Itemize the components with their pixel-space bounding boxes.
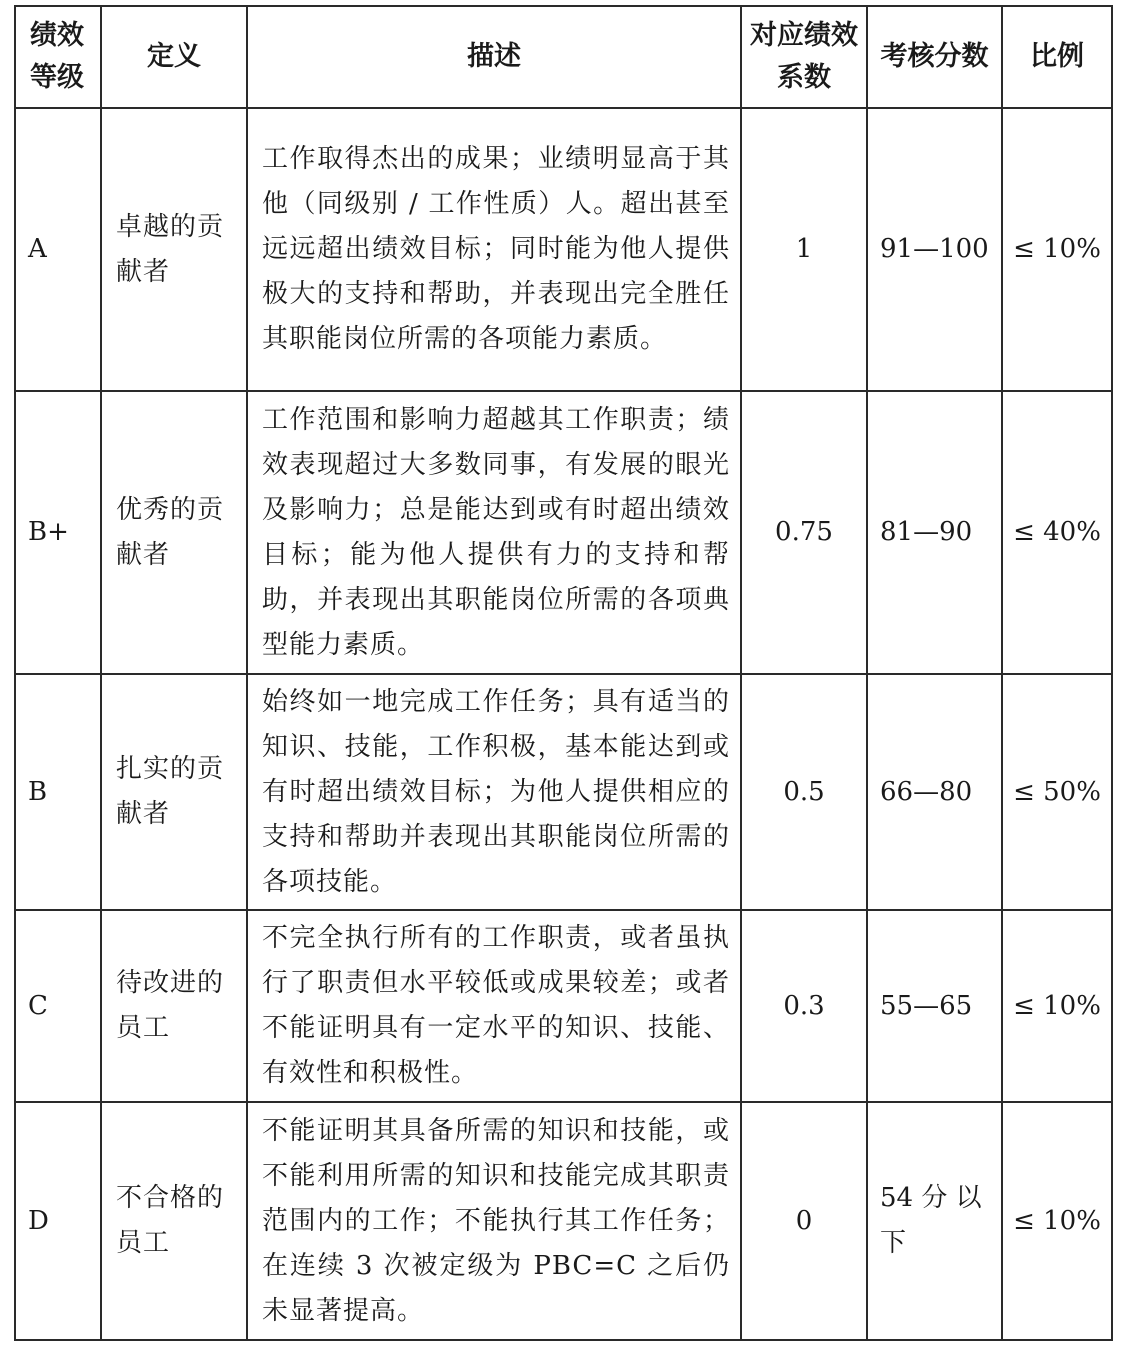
description-value: 工作取得杰出的成果；业绩明显高于其他（同级别 / 工作性质）人。超出甚至远远超出绩效目标；同时能为他人提供极大的支持和帮助，并表现出完全胜任其职能岗位所需的各项能力素质。: [262, 144, 730, 354]
definition-cell: [101, 910, 247, 1102]
coefficient-cell: [741, 910, 867, 1102]
score-value: 54 分 以下: [880, 1183, 982, 1258]
level-cell: [15, 910, 101, 1102]
score-cell: [867, 910, 1002, 1102]
header-ratio: 比例: [1002, 6, 1112, 108]
definition-cell: [101, 391, 247, 674]
definition-cell: [101, 108, 247, 391]
level-cell: [15, 391, 101, 674]
score-value: 91—100: [880, 234, 989, 264]
score-value: 66—80: [880, 776, 973, 807]
level-cell: [15, 108, 101, 391]
header-row: [15, 6, 1112, 108]
coefficient-cell: [741, 1102, 867, 1340]
score-cell: [867, 391, 1002, 674]
description-value: 不完全执行所有的工作职责，或者虽执行了职责但水平较低或成果较差；或者不能证明具有一定水平的知识、技能、有效性和积极性。: [262, 923, 730, 1088]
definition-cell: [101, 674, 247, 910]
table-row: [15, 108, 1112, 391]
level-cell: [15, 674, 101, 910]
header-coefficient: 对应绩效系数: [741, 6, 867, 108]
level-value: C: [28, 990, 48, 1021]
ratio-cell: [1002, 391, 1112, 674]
description-cell: [247, 674, 741, 910]
score-value: 55—65: [880, 990, 973, 1021]
coefficient-value: 0.5: [783, 776, 825, 807]
description-value: 始终如一地完成工作任务；具有适当的知识、技能，工作积极，基本能达到或有时超出绩效目标；为他人提供相应的支持和帮助并表现出其职能岗位所需的各项技能。: [262, 686, 730, 897]
table-row: [15, 1102, 1112, 1340]
header-definition: 定义: [101, 6, 247, 108]
performance-grade-table: [14, 5, 1113, 1341]
description-cell: [247, 1102, 741, 1340]
definition-value: 卓越的贡献者: [116, 211, 225, 287]
definition-value: 扎实的贡献者: [116, 754, 225, 829]
header-description: 描述: [247, 6, 741, 108]
coefficient-cell: [741, 391, 867, 674]
ratio-cell: [1002, 1102, 1112, 1340]
description-cell: [247, 910, 741, 1102]
ratio-cell: [1002, 674, 1112, 910]
level-cell: [15, 1102, 101, 1340]
ratio-cell: [1002, 910, 1112, 1102]
table-row: [15, 674, 1112, 910]
ratio-value: ≤ 50%: [1013, 776, 1101, 807]
score-cell: [867, 1102, 1002, 1340]
header-level: 绩效等级: [15, 6, 101, 108]
level-value: A: [28, 234, 47, 264]
description-cell: [247, 108, 741, 391]
definition-value: 不合格的员工: [116, 1183, 225, 1258]
coefficient-cell: [741, 108, 867, 391]
score-cell: [867, 674, 1002, 910]
table-row: [15, 391, 1112, 674]
definition-cell: [101, 1102, 247, 1340]
coefficient-value: 1: [795, 234, 813, 264]
ratio-value: ≤ 10%: [1013, 1205, 1101, 1236]
score-value: 81—90: [880, 517, 973, 547]
score-cell: [867, 108, 1002, 391]
ratio-value: ≤ 40%: [1013, 517, 1101, 547]
header-score: 考核分数: [867, 6, 1002, 108]
coefficient-cell: [741, 674, 867, 910]
ratio-cell: [1002, 108, 1112, 391]
ratio-value: ≤ 10%: [1013, 234, 1101, 264]
coefficient-value: 0.3: [783, 990, 825, 1021]
level-value: B+: [28, 517, 69, 547]
level-value: D: [28, 1205, 49, 1236]
definition-value: 待改进的员工: [116, 968, 225, 1043]
definition-value: 优秀的贡献者: [116, 494, 225, 570]
level-value: B: [28, 776, 48, 807]
table-row: [15, 910, 1112, 1102]
ratio-value: ≤ 10%: [1013, 990, 1101, 1021]
description-value: 工作范围和影响力超越其工作职责；绩效表现超过大多数同事，有发展的眼光及影响力；总是能达到或有时超出绩效目标；能为他人提供有力的支持和帮助，并表现出其职能岗位所需的各项典型能力素质。: [262, 404, 730, 660]
description-value: 不能证明其具备所需的知识和技能，或不能利用所需的知识和技能完成其职责范围内的工作；不能执行其工作任务；在连续 3 次被定级为 PBC=C 之后仍未显著提高。: [262, 1115, 730, 1326]
coefficient-value: 0: [795, 1205, 813, 1236]
description-cell: [247, 391, 741, 674]
coefficient-value: 0.75: [775, 517, 833, 547]
